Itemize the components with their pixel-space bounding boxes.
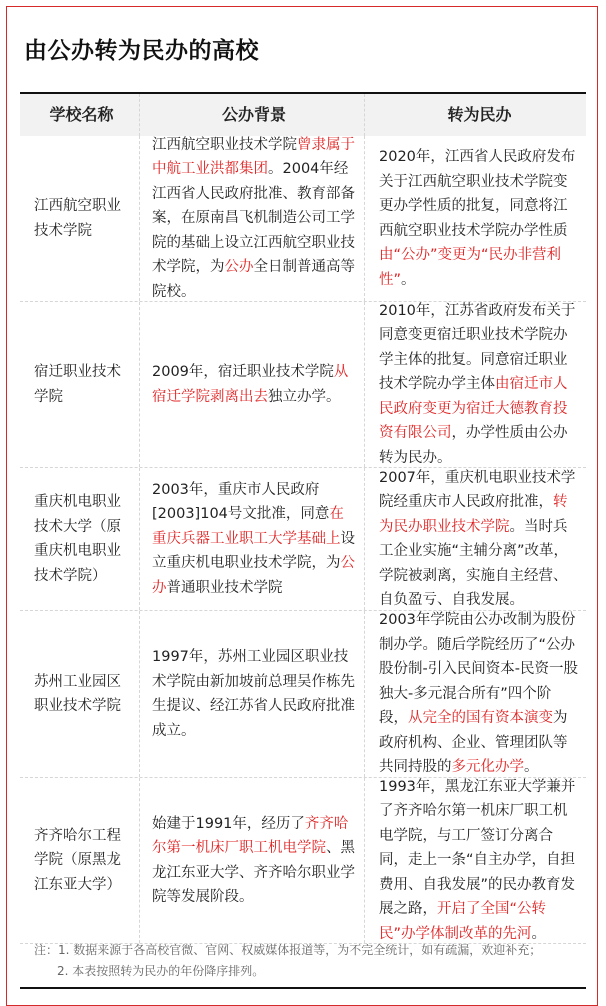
public-background-cell: [140, 302, 365, 467]
footnote-2: 2. 本表按照转为民办的年份降序排列。: [57, 964, 265, 978]
highlight-text: 公办: [224, 259, 254, 276]
conversion-cell: [365, 611, 586, 777]
school-name: 苏州工业园区职业技术学院: [20, 611, 140, 777]
school-name: 重庆机电职业技术大学（原重庆机电职业技术学院）: [20, 468, 140, 610]
highlight-text: 从宿迁学院剥离出去: [152, 364, 349, 405]
text-segment: 2003年学院由公办改制为股份制办学。随后学院经历了“公办股份制-引入民间资本-民资一股独大-多元混合所有”四个阶段，: [379, 612, 578, 727]
text-segment: 始建于1991年，经历了: [152, 815, 305, 832]
text-segment: 。2004年经江西省人民政府批准、教育部备案，在原南昌飞机制造公司工学院的基础上设立江西航空职业技术学院，为: [152, 161, 355, 276]
text-segment: 2003年，重庆市人民政府[2003]104号文批准，同意: [152, 481, 330, 523]
text-segment: 为政府机构、企业、管理团队等共同持股的: [379, 710, 568, 776]
conversion-cell: [365, 302, 586, 467]
cell-text: [379, 145, 580, 292]
table-bottom-rule: [20, 987, 586, 989]
cell-text: [152, 360, 356, 409]
text-segment: 2010年，江苏省政府发布关于同意变更宿迁职业技术学院办学主体的批复。同意宿迁职业技术学院办学主体: [379, 302, 576, 393]
text-segment: 全日制普通高等院校。: [152, 259, 355, 300]
text-segment: 。: [401, 271, 416, 288]
header-public-background: 公办背景: [140, 94, 365, 136]
conversion-cell: [365, 468, 586, 610]
cell-text: [152, 812, 356, 910]
cell-text: [379, 608, 580, 780]
table-header: [20, 94, 586, 136]
cell-text: [152, 133, 356, 305]
text-segment: 独立办学。: [268, 388, 341, 405]
table-row: [20, 778, 586, 944]
text-segment: 江西航空职业技术学院: [152, 136, 297, 153]
page-title: 由公办转为民办的高校: [24, 38, 259, 64]
public-background-cell: [140, 611, 365, 777]
text-segment: ，办学性质由公办转为民办。: [379, 425, 568, 466]
text-segment: 。: [524, 759, 539, 776]
highlight-text: 开启了全国“公转民”办学体制改革的先河: [379, 901, 547, 942]
cell-text: [379, 775, 580, 947]
highlight-text: 多元化办学: [451, 759, 524, 776]
cell-text: [152, 645, 356, 743]
table-row: [20, 468, 586, 611]
text-segment: 设立重庆机电职业技术学院，为: [152, 530, 355, 572]
text-segment: 2020年，江西省人民政府发布关于江西航空职业技术学院变更办学性质的批复，同意将江西航空职业技术学院办学性质: [379, 149, 576, 239]
text-segment: 2007年，重庆机电职业技术学院经重庆市人民政府批准，: [379, 469, 576, 510]
highlight-text: 由“公办”变更为“民办非营利性”: [379, 247, 562, 288]
text-segment: 普通职业技术学院: [166, 579, 283, 596]
conversion-cell: [365, 778, 586, 943]
cell-text: [379, 466, 580, 613]
header-conversion: 转为民办: [447, 104, 512, 124]
text-segment: 。当时兵工企业实施“主辅分离”改革，学院被剥离，实施自主经营、自负盈亏、自我发展。: [379, 518, 569, 608]
school-name: 宿迁职业技术学院: [20, 302, 140, 467]
text-segment: 、黑龙江东亚大学、齐齐哈尔职业学院等发展阶段。: [152, 840, 355, 905]
highlight-text: 转为民办职业技术学院: [379, 494, 568, 535]
highlight-text: 在重庆兵器工业职工大学基础上: [152, 506, 344, 547]
table-row: [20, 136, 586, 302]
school-name: 江西航空职业技术学院: [20, 136, 140, 301]
cell-text: [379, 299, 580, 471]
footnote-1: 注：1. 数据来源于各高校官微、官网、权威媒体报道等，为不完全统计，如有疏漏，欢迎补充；: [34, 943, 542, 957]
text-segment: 。: [531, 925, 547, 942]
schools-table: [20, 92, 586, 944]
school-name: 齐齐哈尔工程学院（原黑龙江东亚大学）: [20, 778, 140, 943]
highlight-text: 齐齐哈尔第一机床厂职工机电学院: [152, 815, 349, 856]
highlight-text: 曾隶属于中航工业洪都集团: [152, 136, 355, 178]
header-school-name: 学校名称: [20, 94, 140, 136]
public-background-cell: [140, 778, 365, 943]
highlight-text: 从完全的国有资本演变: [408, 710, 553, 727]
conversion-cell: [365, 136, 586, 301]
text-segment: 1993年，黑龙江东亚大学兼并了齐齐哈尔第一机床厂职工机电学院，与工厂签订分离合同，走上一条“自主办学，自担费用、自我发展”的民办教育发展之路，: [379, 778, 576, 918]
cell-text: [152, 478, 356, 601]
highlight-text: 公办: [152, 555, 355, 596]
footnotes: [20, 940, 586, 982]
table-row: [20, 611, 586, 778]
text-segment: 1997年，苏州工业园区职业技术学院由新加坡前总理吴作栋先生提议、经江苏省人民政府批准成立。: [152, 649, 355, 739]
public-background-cell: [140, 468, 365, 610]
table-row: [20, 302, 586, 468]
text-segment: 2009年，宿迁职业技术学院: [152, 364, 334, 380]
public-background-cell: [140, 136, 365, 301]
highlight-text: 由宿迁市人民政府变更为宿迁大德教育投资有限公司: [379, 376, 568, 442]
